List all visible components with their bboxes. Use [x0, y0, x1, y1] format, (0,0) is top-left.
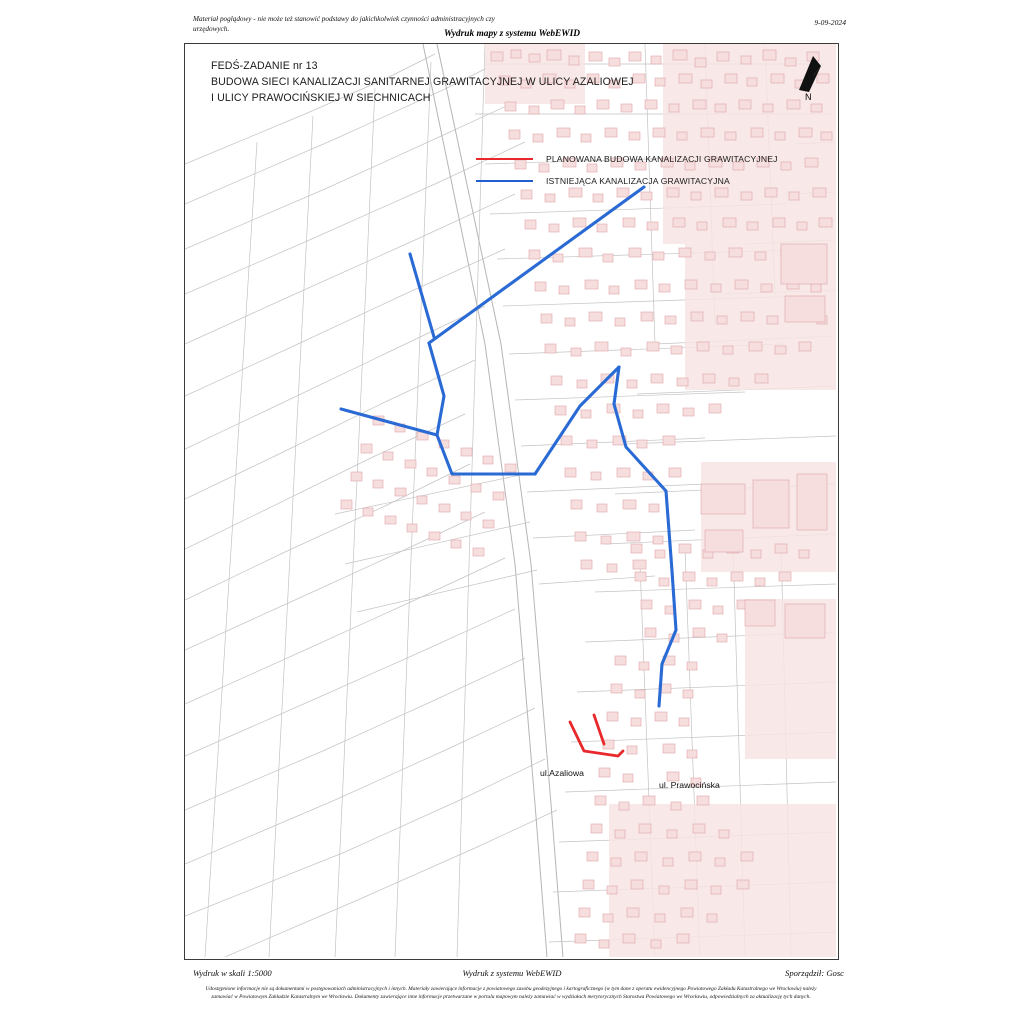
north-arrow-label: N	[805, 92, 812, 102]
map-canvas[interactable]	[184, 43, 839, 960]
map-title-line-2: BUDOWA SIECI KANALIZACJI SANITARNEJ GRAWITACYJNEJ W ULICY AZALIOWEJ	[211, 76, 634, 89]
printout-header-title: Wydruk mapy z systemu WebEWID	[443, 29, 581, 39]
footer-system-text: Wydruk z systemu WebEWID	[462, 968, 562, 978]
street-label-azaliowa: ul.Azaliowa	[540, 768, 584, 778]
map-legend	[476, 148, 806, 192]
north-arrow	[791, 54, 831, 106]
legend-item-planned	[476, 148, 806, 170]
legend-item-existing	[476, 170, 806, 192]
footer-scale-text: Wydruk w skali 1:5000	[193, 968, 272, 978]
legend-label-existing: ISTNIEJĄCA KANALIZACJA GRAWITACYJNA	[546, 176, 730, 186]
street-label-prawocinska: ul. Prawocińska	[659, 780, 720, 790]
map-title-line-3: I ULICY PRAWOCIŃSKIEJ W SIECHNICACH	[211, 92, 431, 105]
footer-author-text: Sporządził: Gosc	[785, 968, 844, 978]
printout-date: 9-09-2024	[814, 18, 846, 27]
map-title-block	[211, 58, 634, 106]
footer-legal-note: Udostępnione informacje nie są dokumentami w postępowaniach administracyjnych i innych. Materiały zawierające informacje z powiatowego zasobu geodezyjnego i kartograficznego (w tym dane z operatu ewidencyjnego Powiatowego Zakładu Katastralnego we Wrocławiu) należy zamawiać w Powiatowym Zakładzie Katastralnym we Wrocławiu. Dokumenty zawierające inne informacje przetwarzane w portalu mapowym należy zamawiać w wydziałach merytorycznych Starostwa Powiatowego we Wrocławiu, odpowiedzialnych za aktualizację tych danych.	[205, 986, 817, 1001]
existing-sewer-line	[341, 187, 676, 706]
line-swatch-blue-icon	[476, 180, 533, 182]
north-arrow-icon	[791, 54, 831, 94]
top-disclaimer-text: Materiał poglądowy - nie może też stanowić podstawy do jakichkolwiek czynności administracyjnych czy urzędowych.	[193, 15, 495, 34]
line-swatch-red-icon	[476, 158, 533, 160]
map-title-line-1: FEDŚ-ZADANIE nr 13	[211, 60, 318, 72]
legend-label-planned: PLANOWANA BUDOWA KANALIZACJI GRAWITACYJNEJ	[546, 154, 778, 164]
